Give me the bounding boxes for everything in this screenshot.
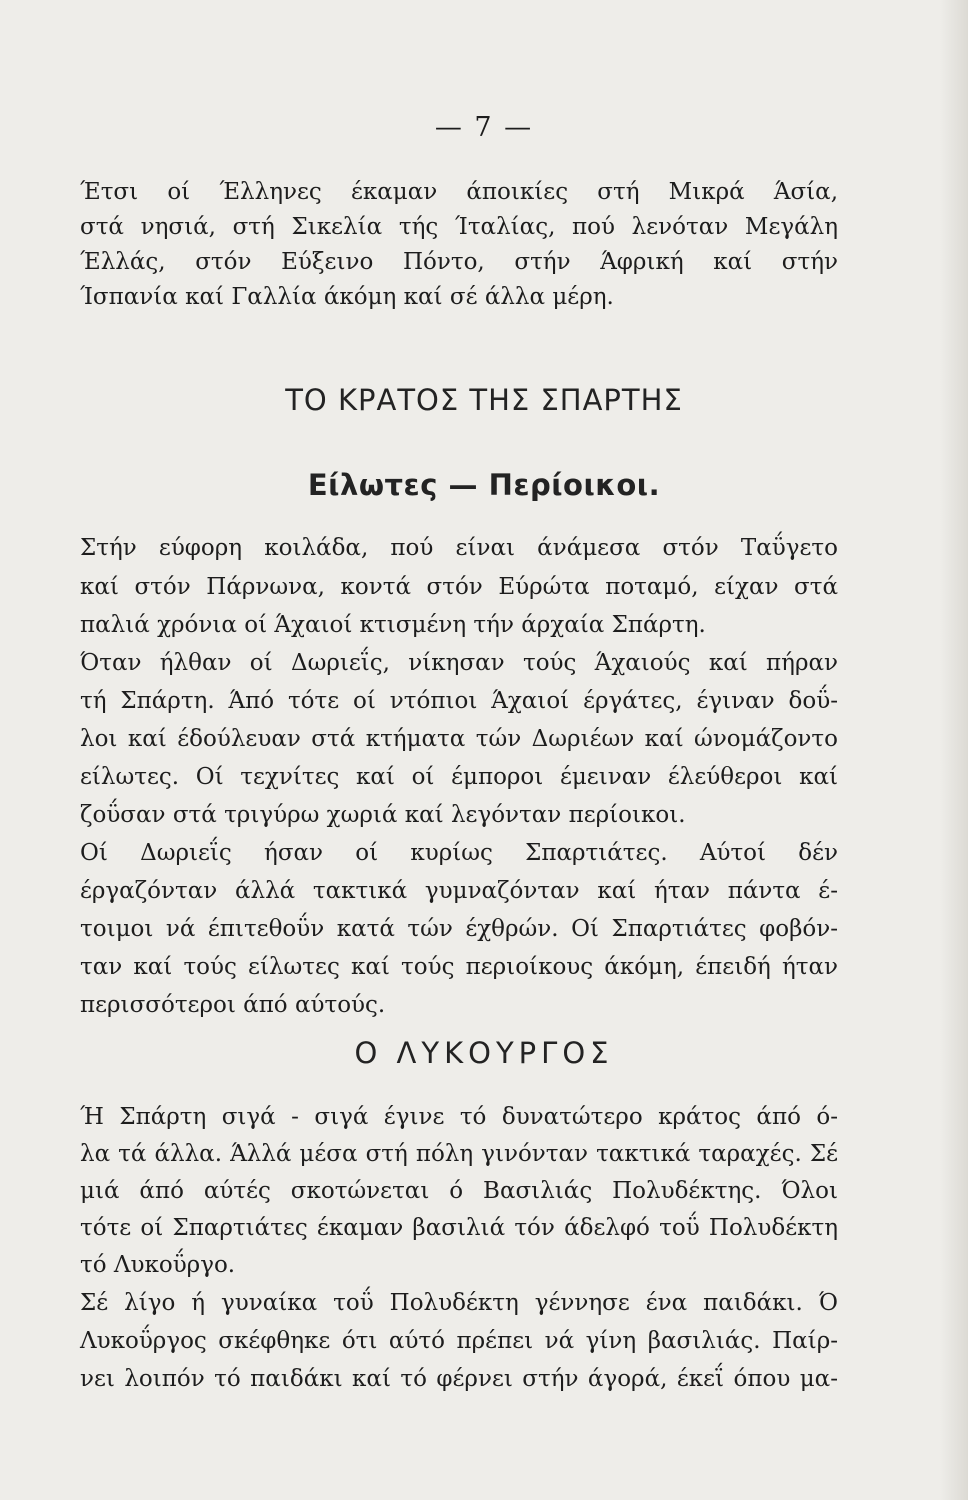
text-line: Ίσπανία καί Γαλλία άκόμη καί σέ άλλα μέρη. <box>80 284 614 310</box>
text-line: ζοΰσαν στά τριγύρω χωριά καί λεγόνταν περίοικοι. <box>80 802 686 828</box>
text-line: Έλλάς, στόν Εύξεινο Πόντο, στήν Άφρική καί στήν <box>80 249 838 275</box>
text-line: στά νησιά, στή Σικελία τής Ίταλίας, πού λενόταν Μεγάλη <box>80 214 838 240</box>
section-title-lykourgos: Ο ΛΥΚΟΥΡΓΟΣ <box>354 1036 614 1070</box>
section-subtitle-helots: Είλωτες — Περίοικοι. <box>307 468 661 502</box>
text-line: τοιμοι νά έπιτεθοΰν κατά τών έχθρών. Οί Σπαρτιάτες φοβόν- <box>80 916 838 942</box>
text-line: λα τά άλλα. Άλλά μέσα στή πόλη γινόνταν τακτικά ταραχές. Σέ <box>80 1141 838 1167</box>
text-line: τό Λυκοΰργο. <box>80 1252 236 1278</box>
text-line: Λυκοΰργος σκέφθηκε ότι αύτό πρέπει νά γίνη βασιλιάς. Παίρ- <box>80 1328 838 1354</box>
text-line: περισσότεροι άπό αύτούς. <box>80 992 386 1018</box>
text-line: Όταν ήλθαν οί Δωριεΐς, νίκησαν τούς Άχαιούς καί πήραν <box>80 650 838 676</box>
text-line: καί στόν Πάρνωνα, κοντά στόν Εύρώτα ποταμό, είχαν στά <box>80 574 838 600</box>
text-line: έργαζόνταν άλλά τακτικά γυμναζόνταν καί ήταν πάντα έ- <box>80 878 838 904</box>
text-line: Έτσι οί Έλληνες έκαμαν άποικίες στή Μικρά Άσία, <box>80 179 838 205</box>
text-line: είλωτες. Οί τεχνίτες καί οί έμποροι έμειναν έλεύθεροι καί <box>80 764 838 790</box>
scan-shadow <box>940 0 968 1500</box>
text-line: ταν καί τούς είλωτες καί τούς περιοίκους άκόμη, έπειδή ήταν <box>80 954 838 980</box>
page-number: — 7 — <box>434 112 534 143</box>
text-line: τή Σπάρτη. Άπό τότε οί ντόπιοι Άχαιοί έργάτες, έγιναν δοΰ- <box>80 688 838 714</box>
text-line: λοι καί έδούλευαν στά κτήματα τών Δωριέων καί ώνομάζοντο <box>80 726 838 752</box>
text-line: τότε οί Σπαρτιάτες έκαμαν βασιλιά τόν άδελφό τοΰ Πολυδέκτη <box>80 1215 838 1241</box>
text-line: μιά άπό αύτές σκοτώνεται ό Βασιλιάς Πολυδέκτης. Όλοι <box>80 1178 838 1204</box>
text-line: Ή Σπάρτη σιγά - σιγά έγινε τό δυνατώτερο κράτος άπό ό- <box>80 1104 838 1130</box>
text-line: Στήν εύφορη κοιλάδα, πού είναι άνάμεσα στόν Ταΰγετο <box>80 535 838 561</box>
text-line: νει λοιπόν τό παιδάκι καί τό φέρνει στήν άγορά, έκεΐ όπου μα- <box>80 1366 838 1392</box>
section-title-sparta: ΤΟ ΚΡΑΤΟΣ ΤΗΣ ΣΠΑΡΤΗΣ <box>285 383 683 417</box>
text-line: Οί Δωριεΐς ήσαν οί κυρίως Σπαρτιάτες. Αύτοί δέν <box>80 840 838 866</box>
text-line: Σέ λίγο ή γυναίκα τοΰ Πολυδέκτη γέννησε ένα παιδάκι. Ό <box>80 1290 838 1316</box>
text-line: παλιά χρόνια οί Άχαιοί κτισμένη τήν άρχαία Σπάρτη. <box>80 612 706 638</box>
